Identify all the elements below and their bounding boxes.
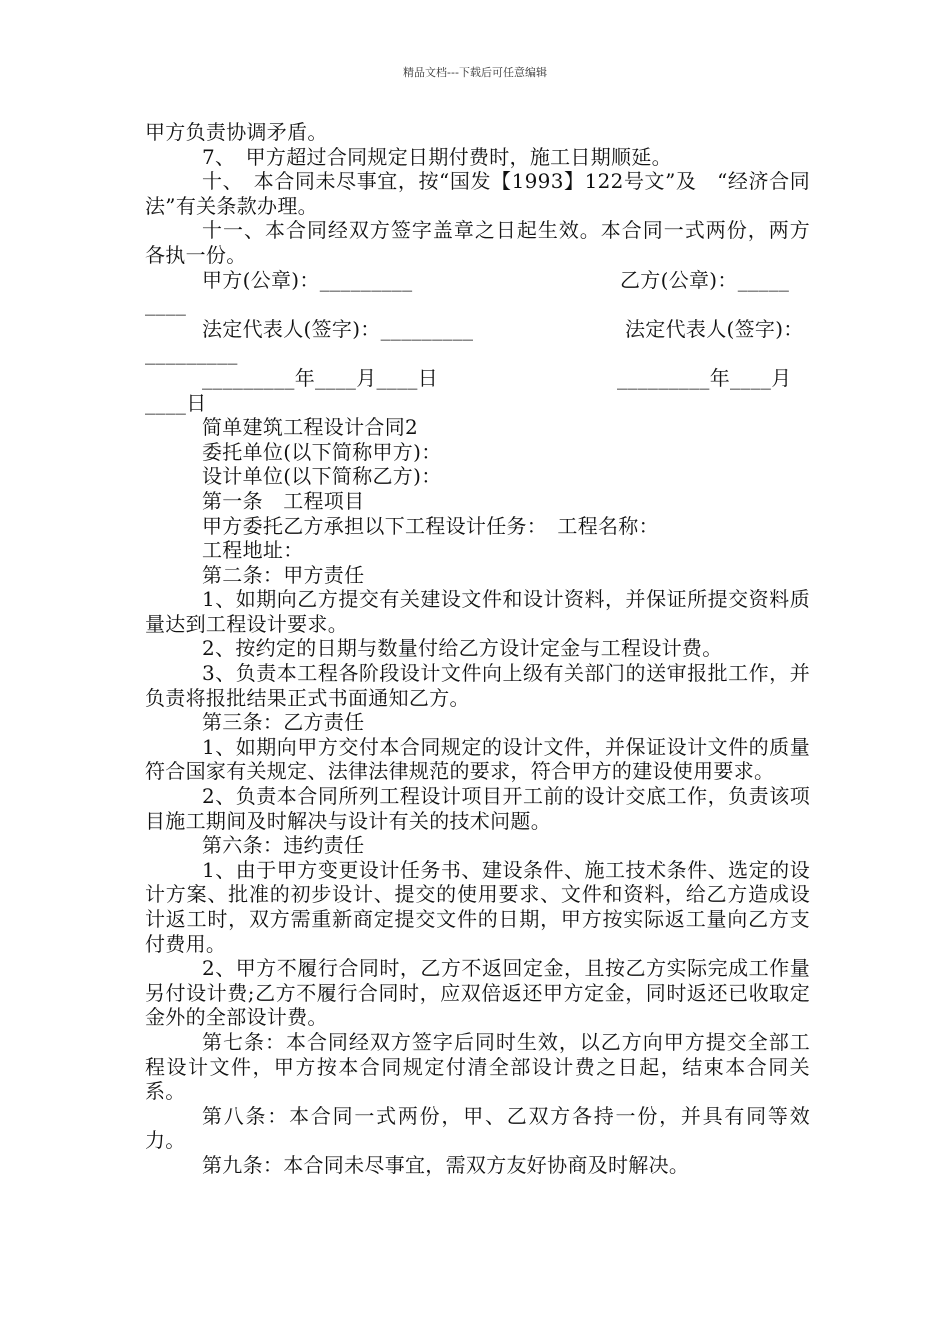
paragraph: 3、负责本工程各阶段设计文件向上级有关部门的送审报批工作，并负责将报批结果正式书面通知乙方。 bbox=[145, 661, 810, 710]
seal-row bbox=[145, 268, 810, 293]
party-b-seal: 乙方(公章)：_____ bbox=[620, 267, 790, 292]
page-header: 精品文档---下载后可任意编辑 bbox=[403, 66, 547, 79]
party-b-representative-wrap: _________ bbox=[145, 341, 238, 366]
paragraph: 7、 甲方超过合同规定日期付费时，施工日期顺延。 bbox=[202, 144, 672, 169]
paragraph: 甲方委托乙方承担以下工程设计任务： 工程名称： bbox=[202, 513, 659, 538]
paragraph: 2、甲方不履行合同时，乙方不返回定金，且按乙方实际完成工作量另付设计费;乙方不履行合同时，应双倍返还甲方定金，同时返还已收取定金外的全部设计费。 bbox=[145, 956, 810, 1030]
paragraph: 第六条：违约责任 bbox=[202, 833, 365, 858]
paragraph: 2、按约定的日期与数量付给乙方设计定金与工程设计费。 bbox=[202, 636, 723, 661]
paragraph: 第一条 工程项目 bbox=[202, 488, 365, 513]
party-b-seal-wrap: ____ bbox=[145, 292, 187, 317]
paragraph: 第二条：甲方责任 bbox=[202, 562, 365, 587]
paragraph: 1、如期向乙方提交有关建设文件和设计资料，并保证所提交资料质量达到工程设计要求。 bbox=[145, 587, 810, 636]
document-body bbox=[145, 120, 810, 1178]
paragraph: 设计单位(以下简称乙方)： bbox=[202, 464, 442, 489]
date-row bbox=[145, 366, 810, 391]
paragraph: 甲方负责协调矛盾。 bbox=[145, 120, 328, 144]
top-paragraphs bbox=[145, 120, 810, 268]
paragraph: 第七条：本合同经双方签字后同时生效，以乙方向甲方提交全部工程设计文件，甲方按本合同规定付清全部设计费之日起，结束本合同关系。 bbox=[145, 1029, 810, 1104]
paragraph: 第八条：本合同一式两份，甲、乙双方各持一份，并具有同等效力。 bbox=[145, 1103, 810, 1153]
paragraph: 工程地址： bbox=[202, 538, 304, 563]
paragraph: 2、负责本合同所列工程设计项目开工前的设计交底工作，负责该项目施工期间及时解决与设计有关的技术问题。 bbox=[145, 784, 810, 833]
paragraph: 1、如期向甲方交付本合同规定的设计文件，并保证设计文件的质量符合国家有关规定、法律法律规范的要求，符合甲方的建设使用要求。 bbox=[145, 734, 810, 784]
paragraph: 第三条：乙方责任 bbox=[202, 710, 365, 735]
party-a-representative: 法定代表人(签字)：_________ bbox=[202, 316, 474, 341]
party-b-date-wrap: ____日 bbox=[145, 390, 207, 415]
paragraph: 十一、本合同经双方签字盖章之日起生效。本合同一式两份，两方各执一份。 bbox=[145, 218, 810, 267]
contract-paragraphs bbox=[145, 415, 810, 1177]
party-a-seal: 甲方(公章)：_________ bbox=[202, 267, 413, 292]
party-b-representative: 法定代表人(签字)： bbox=[625, 316, 804, 341]
paragraph: 1、由于甲方变更设计任务书、建设条件、施工技术条件、选定的设计方案、批准的初步设计、提交的使用要求、文件和资料，给乙方造成设计返工时，双方需重新商定提交文件的日期，甲方按实际返工量向乙方支付费用。 bbox=[145, 857, 810, 956]
paragraph: 委托单位(以下简称甲方)： bbox=[202, 439, 442, 464]
paragraph: 十、 本合同未尽事宜，按“国发【1993】122号文”及 “经济合同法”有关条款办理。 bbox=[145, 169, 810, 218]
rep-row bbox=[145, 317, 810, 342]
party-a-date: _________年____月____日 bbox=[202, 365, 438, 390]
paragraph: 第九条：本合同未尽事宜，需双方友好协商及时解决。 bbox=[202, 1152, 690, 1177]
party-b-date: _________年____月 bbox=[617, 365, 792, 390]
paragraph: 简单建筑工程设计合同2 bbox=[202, 415, 419, 440]
